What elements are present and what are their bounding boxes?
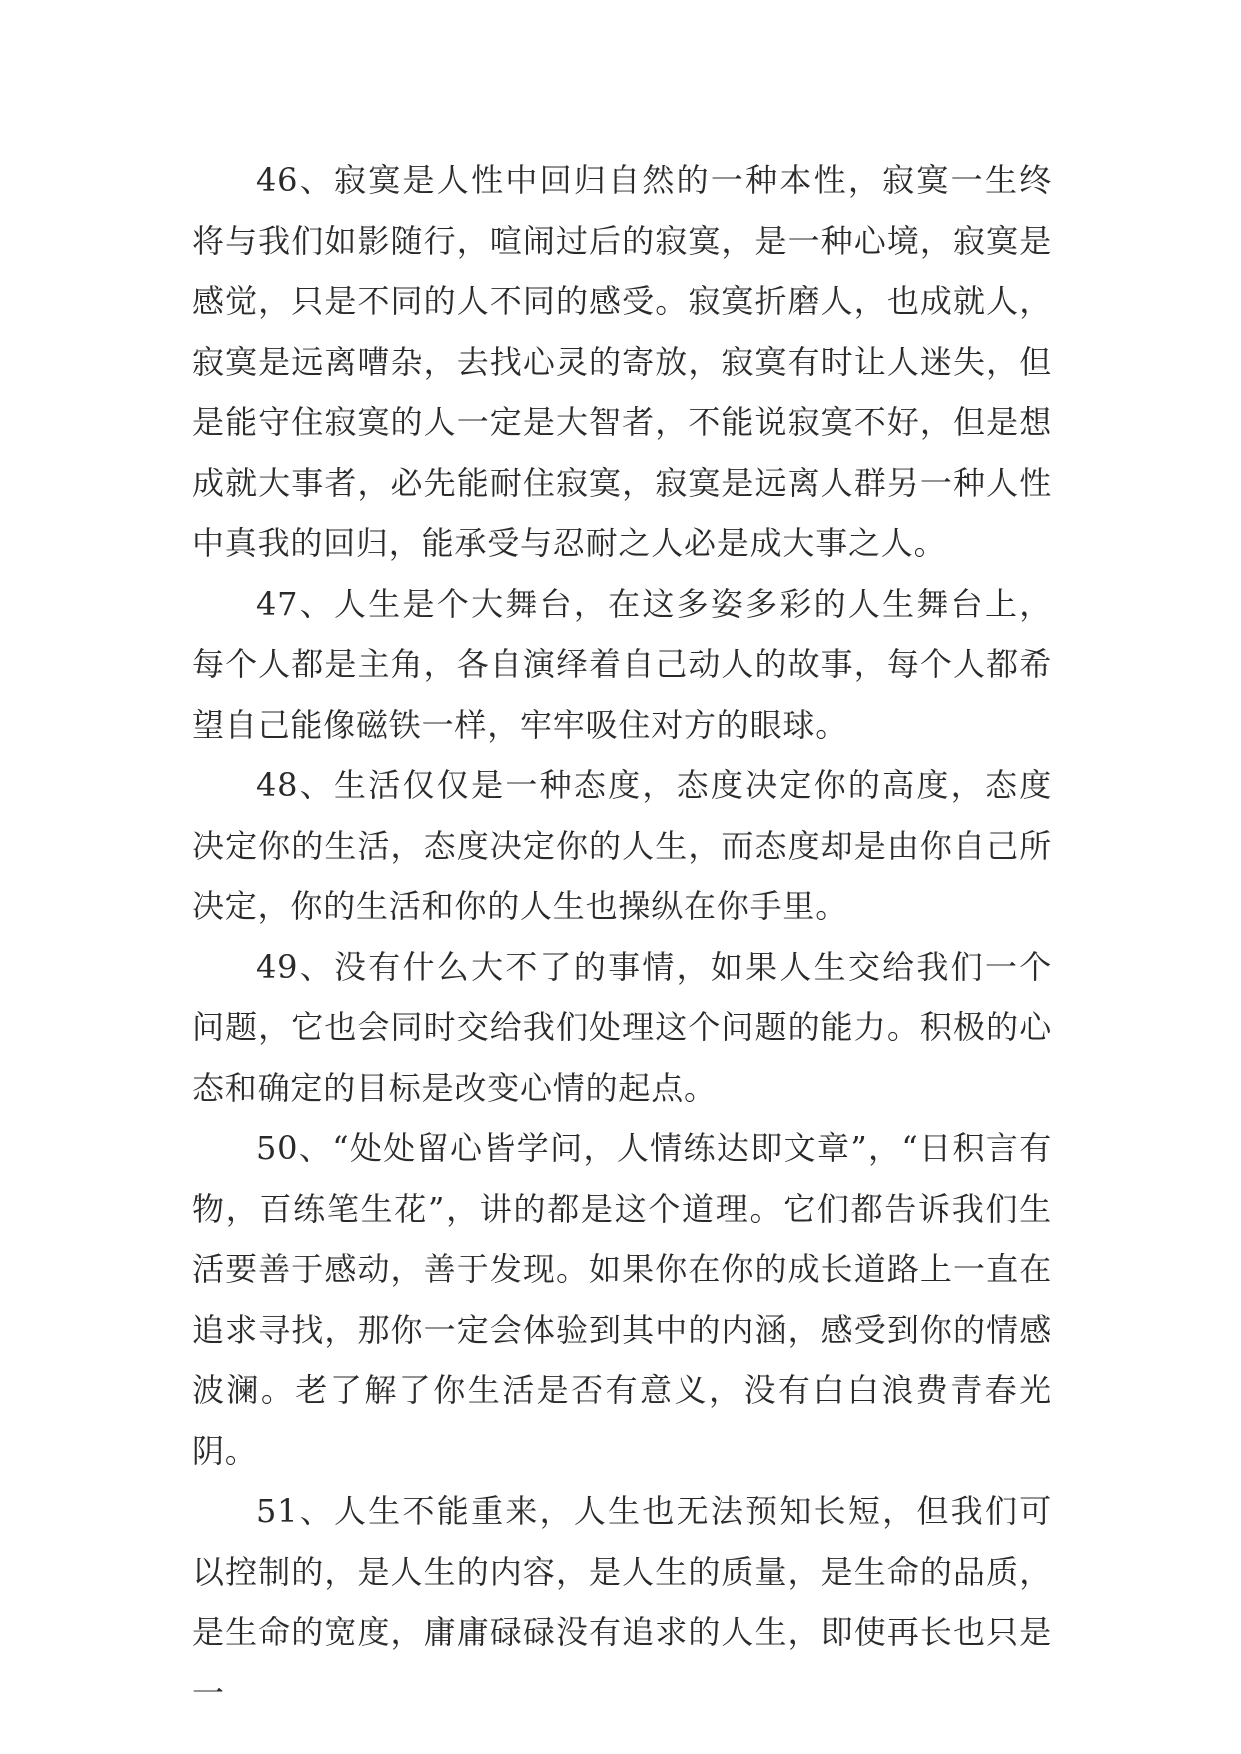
document-page bbox=[192, 150, 1052, 1723]
paragraph-51: 51、人生不能重来，人生也无法预知长短，但我们可以控制的，是人生的内容，是人生的质量，是生命的品质，是生命的宽度，庸庸碌碌没有追求的人生，即使再长也只是一 bbox=[192, 1492, 1052, 1712]
paragraph-50: 50、“处处留心皆学问，人情练达即文章”，“日积言有物，百练笔生花”，讲的都是这个道理。它们都告诉我们生活要善于感动，善于发现。如果你在你的成长道路上一直在追求寻找，那你一定会体验到其中的内涵，感受到你的情感波澜。老了解了你生活是否有意义，没有白白浪费青春光阴。 bbox=[192, 1129, 1052, 1470]
paragraph-49: 49、没有什么大不了的事情，如果人生交给我们一个问题，它也会同时交给我们处理这个问题的能力。积极的心态和确定的目标是改变心情的起点。 bbox=[192, 947, 1052, 1107]
paragraph-48: 48、生活仅仅是一种态度，态度决定你的高度，态度决定你的生活，态度决定你的人生，而态度却是由你自己所决定，你的生活和你的人生也操纵在你手里。 bbox=[192, 766, 1052, 925]
paragraph-46: 46、寂寞是人性中回归自然的一种本性，寂寞一生终将与我们如影随行，喧闹过后的寂寞，是一种心境，寂寞是感觉，只是不同的人不同的感受。寂寞折磨人，也成就人，寂寞是远离嘈杂，去找心灵的寄放，寂寞有时让人迷失，但是能守住寂寞的人一定是大智者，不能说寂寞不好，但是想成就大事者，必先能耐住寂寞，寂寞是远离人群另一种人性中真我的回归，能承受与忍耐之人必是成大事之人。 bbox=[192, 161, 1052, 562]
paragraph-47: 47、人生是个大舞台，在这多姿多彩的人生舞台上，每个人都是主角，各自演绎着自己动人的故事，每个人都希望自己能像磁铁一样，牢牢吸住对方的眼球。 bbox=[192, 584, 1052, 744]
